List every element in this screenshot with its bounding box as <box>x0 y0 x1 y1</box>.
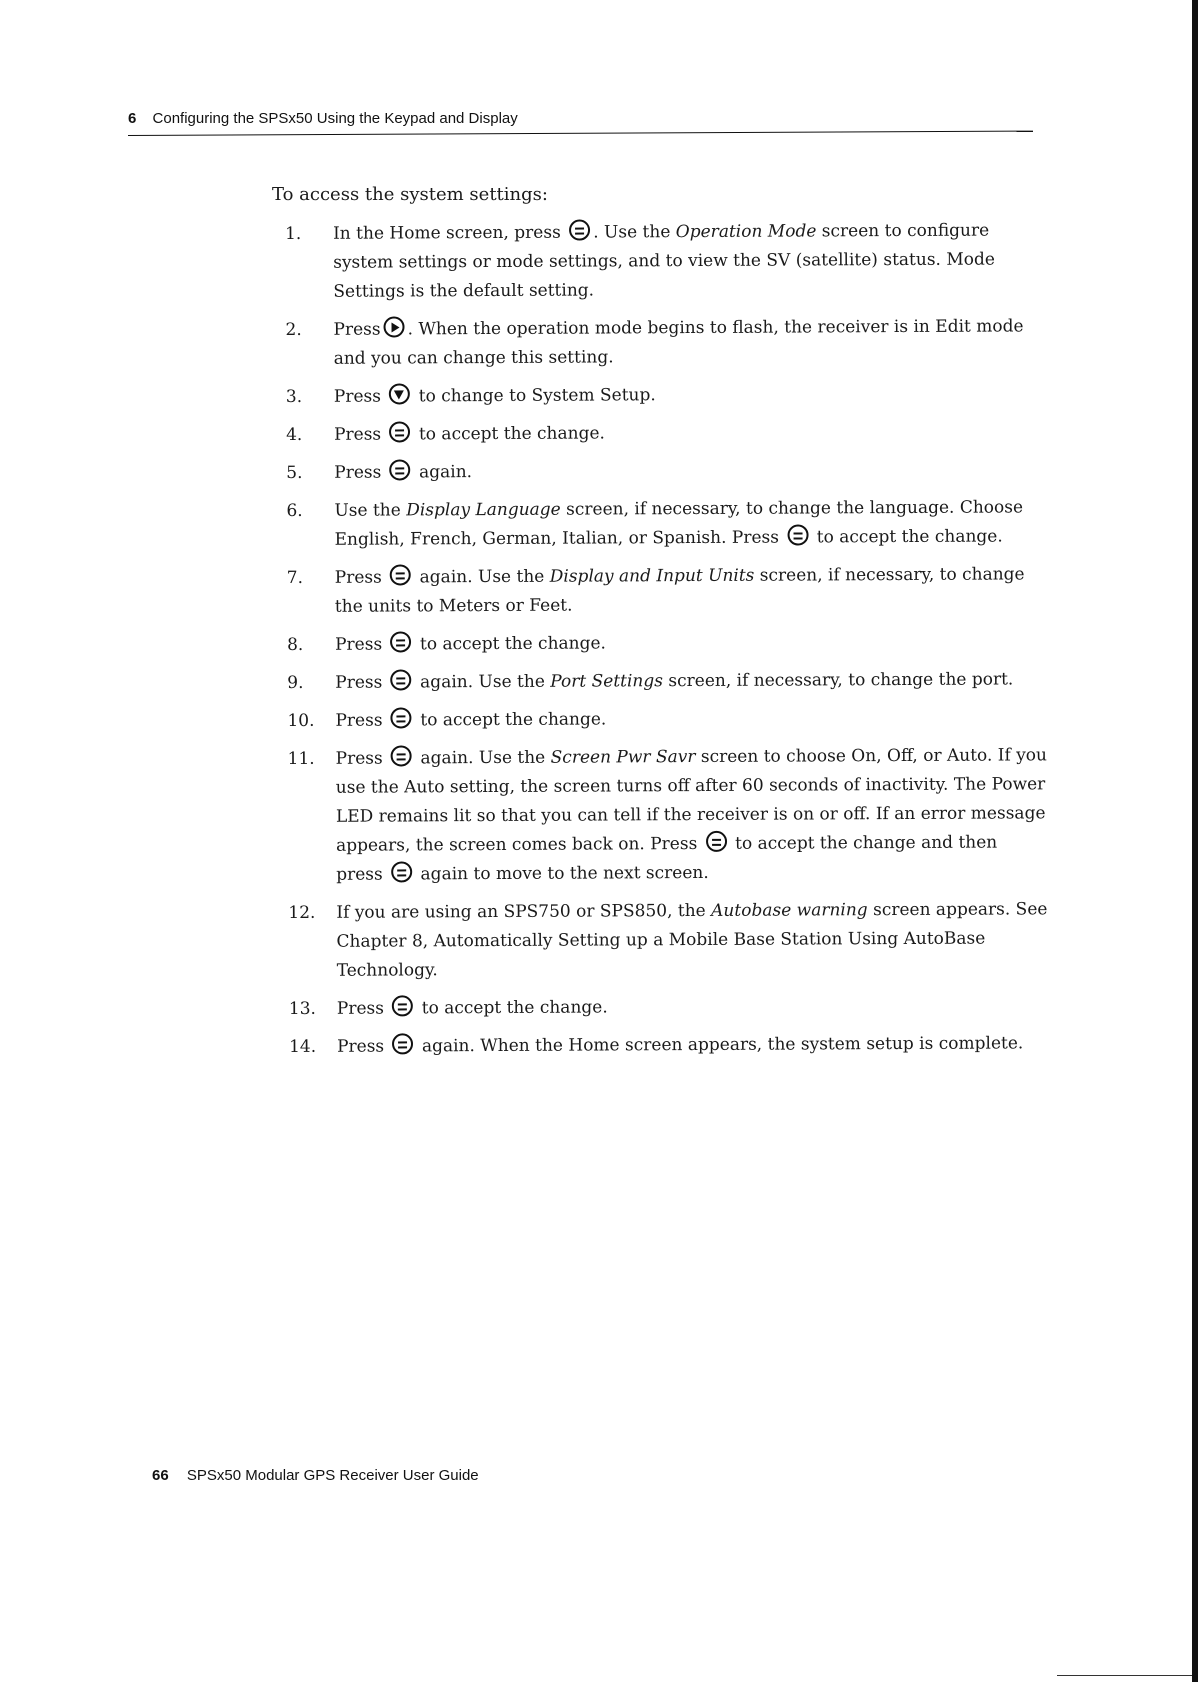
step-6 <box>286 493 1046 555</box>
screen-name: Port Settings <box>550 671 664 692</box>
step-text-part: again to move to the next screen. <box>415 862 709 885</box>
enter-key-icon <box>392 1033 413 1054</box>
step-text-part: Press <box>336 998 390 1019</box>
step-text-part: . When the operation mode begins to flash, the receiver is in Edit mode and you can change this setting. <box>333 316 1024 369</box>
intro-text: To access the system settings: <box>272 184 548 205</box>
step-number: 13. <box>288 998 316 1019</box>
running-footer <box>152 1467 479 1484</box>
step-text-part: . Use the <box>593 222 676 243</box>
step-text-part: screen to configure system settings or mode settings, and to view the SV (satellite) status. Mode Settings is the default setting. <box>333 220 995 302</box>
screen-name: Screen Pwr Savr <box>550 747 696 768</box>
step-text-part: Press <box>335 672 388 693</box>
step-text <box>333 316 1023 368</box>
step-number: 14. <box>288 1036 317 1057</box>
step-text-part: Press <box>333 319 381 340</box>
step-text <box>337 1033 1023 1056</box>
step-text-part: screen, if necessary, to change the port. <box>662 669 1014 692</box>
down-arrow-key-icon <box>389 383 410 404</box>
step-number: 11. <box>287 748 315 769</box>
step-text-part: Press <box>335 748 389 769</box>
step-2 <box>285 312 1045 374</box>
step-text-part: to accept the change. <box>413 423 605 445</box>
step-text-part: Press <box>334 462 387 483</box>
step-text <box>335 669 1013 692</box>
step-text-part: Press <box>336 1036 390 1057</box>
step-number: 5. <box>286 462 303 483</box>
step-text-part: In the Home screen, press <box>333 222 567 244</box>
step-3 <box>286 379 1046 412</box>
header-rule <box>128 131 1033 136</box>
step-text-part: Press <box>334 424 387 445</box>
step-text-part: to change to System Setup. <box>413 385 656 407</box>
step-text <box>335 564 1025 616</box>
step-number: 6. <box>286 500 303 521</box>
step-text-part: again. <box>413 462 473 483</box>
step-number: 4. <box>286 424 303 445</box>
screen-name: Operation Mode <box>675 221 817 243</box>
step-text-part: Press <box>335 710 388 731</box>
step-11 <box>288 741 1049 890</box>
step-text-part: screen, if necessary, to change the language. Choose English, French, German, Italian, or Spanish. Press <box>334 497 1024 550</box>
right-arrow-key-icon <box>384 316 405 337</box>
step-text <box>333 221 995 302</box>
enter-key-icon <box>390 459 411 480</box>
enter-key-icon <box>391 707 412 728</box>
step-text-part: to accept the change. <box>811 526 1003 548</box>
step-text <box>336 899 1047 980</box>
step-12 <box>288 895 1048 986</box>
step-text-part: screen, if necessary, to change the units to Meters or Feet. <box>334 564 1025 617</box>
step-number: 1. <box>285 223 302 244</box>
screen-name: Autobase warning <box>711 900 868 921</box>
step-text <box>334 385 656 407</box>
step-text <box>336 745 1047 884</box>
step-text <box>337 997 608 1018</box>
step-13 <box>289 991 1049 1024</box>
step-text-part: Press <box>335 634 388 655</box>
screen-name: Display and Input Units <box>549 565 755 587</box>
enter-key-icon <box>390 631 411 652</box>
enter-key-icon <box>787 524 808 545</box>
step-text-part: Use the <box>334 500 407 521</box>
chapter-title: Configuring the SPSx50 Using the Keypad and Display <box>152 110 518 127</box>
screen-name: Display Language <box>406 499 561 521</box>
step-number: 3. <box>285 386 303 407</box>
step-text-part: Press <box>333 386 387 407</box>
step-10 <box>287 703 1047 736</box>
chapter-number: 6 <box>128 110 137 127</box>
step-text-part: Press <box>334 567 388 588</box>
step-number: 2. <box>285 319 302 340</box>
step-7 <box>287 560 1047 622</box>
step-14 <box>289 1029 1049 1062</box>
step-text-part: again. Use the <box>415 747 551 769</box>
enter-key-icon <box>391 669 412 690</box>
step-9 <box>287 665 1047 698</box>
step-number: 12. <box>288 902 316 923</box>
step-text-part: to accept the change and then press <box>336 832 998 885</box>
step-1 <box>285 216 1045 307</box>
page-number: 66 <box>152 1467 169 1484</box>
page-edge <box>1192 0 1198 1682</box>
step-number: 10. <box>287 710 315 731</box>
step-text-part: again. Use the <box>414 566 550 588</box>
step-number: 8. <box>287 634 304 655</box>
step-text <box>334 423 605 444</box>
enter-key-icon <box>392 995 413 1016</box>
step-number: 7. <box>286 567 304 588</box>
procedure-steps <box>285 216 1049 1071</box>
running-header <box>128 110 1033 127</box>
enter-key-icon <box>390 564 411 585</box>
corner-rule <box>1057 1675 1192 1676</box>
step-text-part: to accept the change. <box>414 709 607 731</box>
step-text-part: again. When the Home screen appears, the system setup is complete. <box>416 1033 1024 1057</box>
enter-key-icon <box>391 745 412 766</box>
step-text-part: to accept the change. <box>416 997 608 1019</box>
step-text <box>334 497 1023 549</box>
enter-key-icon <box>569 220 590 241</box>
step-text <box>334 462 472 483</box>
enter-key-icon <box>391 861 412 882</box>
step-text-part: to accept the change. <box>414 633 606 655</box>
step-4 <box>286 417 1046 450</box>
enter-key-icon <box>706 831 727 852</box>
step-5 <box>286 455 1046 488</box>
step-text-part: screen to choose On, Off, or Auto. If you use the Auto setting, the screen turns off after 60 seconds of inactivity. The Power LED remains lit so that you can tell if the receiver is on or off. If an error message appears, the screen comes back on. Press <box>335 745 1048 856</box>
step-number: 9. <box>287 672 304 693</box>
step-text <box>335 633 606 654</box>
step-text-part: screen appears. See Chapter 8, Automatically Setting up a Mobile Base Station Using AutoBase Technology. <box>336 899 1048 981</box>
enter-key-icon <box>389 421 410 442</box>
step-8 <box>287 627 1047 660</box>
step-text-part: If you are using an SPS750 or SPS850, the <box>336 900 712 923</box>
guide-title: SPSx50 Modular GPS Receiver User Guide <box>186 1467 479 1484</box>
step-text <box>335 709 606 730</box>
step-text-part: again. Use the <box>414 671 551 693</box>
